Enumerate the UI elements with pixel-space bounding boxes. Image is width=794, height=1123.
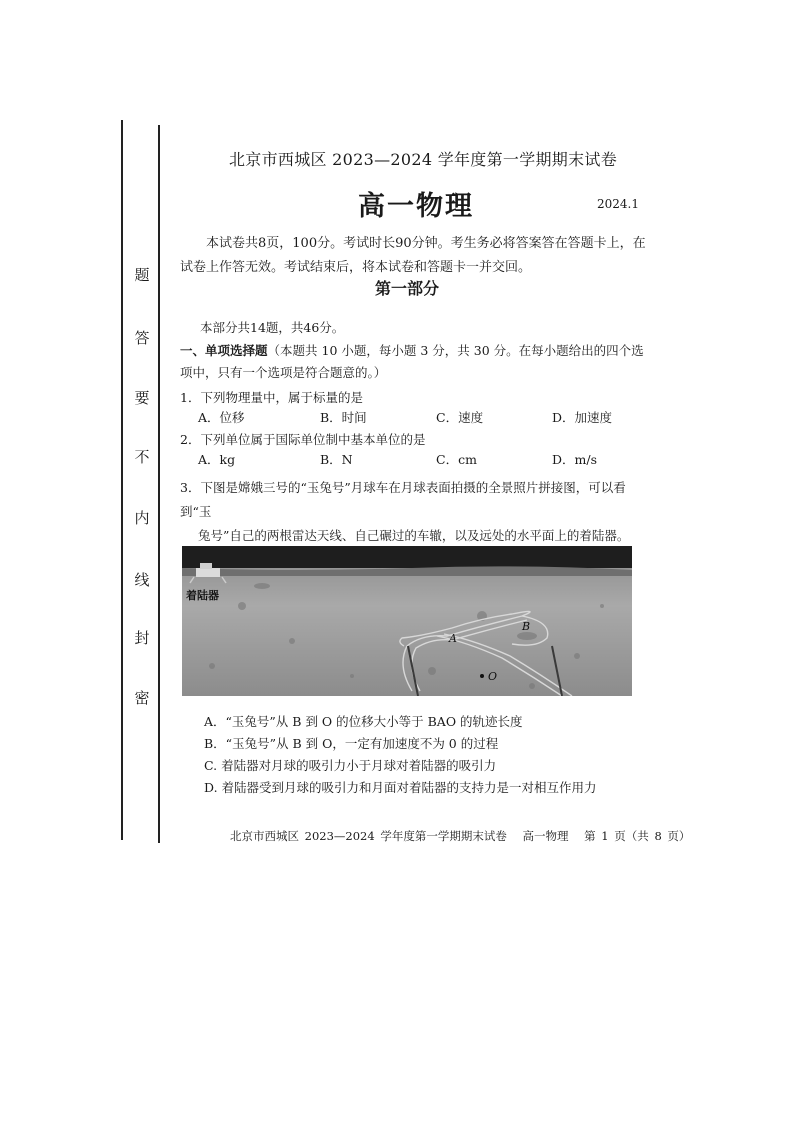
seal-char: 密 (132, 688, 152, 708)
question-2-option-c: C．cm (436, 452, 477, 467)
sky (182, 546, 632, 568)
footer-page: 第 1 页（共 8 页） (584, 829, 691, 843)
question-3-option-c: C. 着陆器对月球的吸引力小于月球对着陆器的吸引力 (204, 758, 497, 773)
binding-line-inner (158, 125, 160, 843)
page-footer (230, 828, 700, 844)
point-b-label: B (522, 620, 531, 633)
question-3-option-a: A．“玉兔号”从 B 到 O 的位移大小等于 BAO 的轨迹长度 (204, 714, 523, 729)
point-o-label: O (488, 670, 498, 683)
point-a-label: A (449, 632, 457, 645)
seal-char: 不 (132, 447, 152, 467)
binding-line-outer (121, 120, 123, 840)
seal-char: 线 (132, 570, 152, 590)
subject-title: 高一物理 (358, 191, 474, 222)
lunar-panorama-photo (182, 546, 632, 696)
question-3-stem-line: 3．下图是嫦娥三号的“玉兔号”月球车在月球表面拍摄的全景照片拼接图，可以看到“玉 (180, 480, 626, 519)
seal-char: 题 (132, 265, 152, 285)
exam-notice: 本试卷共8页，100分。考试时长90分钟。考生务必将答案答在答题卡上，在试卷上作答无效。考试结束后，将本试卷和答题卡一并交回。 (180, 236, 646, 275)
seal-char: 答 (132, 328, 152, 348)
question-1-option-d: D．加速度 (552, 410, 613, 425)
question-1-stem: 1．下列物理量中，属于标量的是 (180, 390, 363, 405)
part-info: 本部分共14题，共46分。 (200, 320, 345, 335)
footer-exam: 北京市西城区 2023—2024 学年度第一学期期末试卷 (230, 829, 507, 843)
part-title: 第一部分 (375, 279, 440, 298)
section-desc: （本题共 10 小题，每小题 3 分，共 30 分。在每小题给出的四个选项中，只有一个选项是符合题意的。） (180, 343, 644, 380)
question-3-option-d: D. 着陆器受到月球的吸引力和月面对着陆器的支持力是一对相互作用力 (204, 780, 597, 795)
question-1-option-c: C．速度 (436, 410, 484, 425)
exam-title: 北京市西城区 2023—2024 学年度第一学期期末试卷 (229, 150, 618, 169)
question-2-option-d: D．m/s (552, 452, 598, 467)
seal-char: 封 (132, 628, 152, 648)
footer-subject: 高一物理 (522, 829, 569, 843)
seal-char: 要 (132, 388, 152, 408)
lander-label: 着陆器 (186, 589, 219, 602)
section-head: 一、单项选择题 (180, 343, 268, 358)
question-2-stem: 2．下列单位属于国际单位制中基本单位的是 (180, 432, 426, 447)
question-1-option-a: A．位移 (198, 410, 245, 425)
section-heading (180, 340, 646, 384)
seal-char: 内 (132, 508, 152, 528)
question-3-stem-line: 兔号”自己的两根雷达天线、自己碾过的车辙，以及远处的水平面上的着陆器。 (198, 528, 630, 543)
question-2-option-b: B．N (320, 452, 353, 467)
question-3-option-b: B．“玉兔号”从 B 到 O，一定有加速度不为 0 的过程 (204, 736, 499, 751)
question-2-option-a: A．kg (198, 452, 236, 467)
question-1-option-b: B．时间 (320, 410, 367, 425)
exam-date: 2024.1 (597, 197, 639, 211)
point-o-marker (480, 674, 484, 678)
